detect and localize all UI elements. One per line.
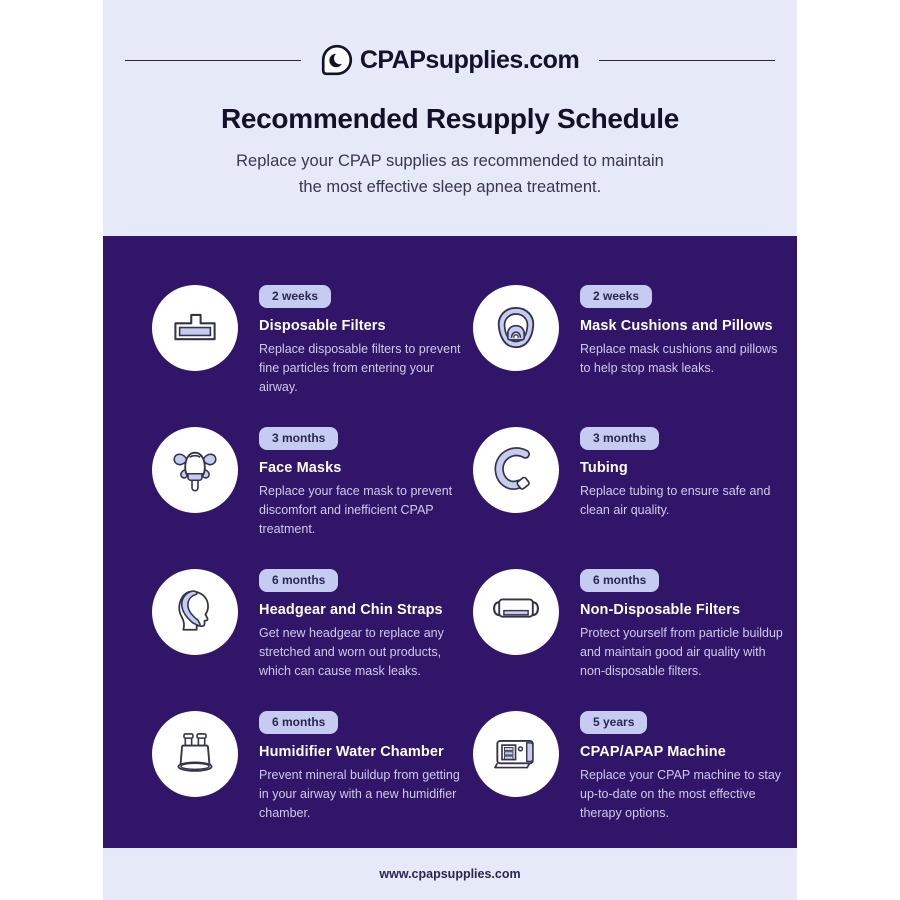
interval-badge: 2 weeks: [580, 285, 652, 308]
card-title: Humidifier Water Chamber: [259, 744, 444, 760]
interval-badge: 6 months: [259, 569, 338, 592]
interval-badge: 5 years: [580, 711, 647, 734]
page-title: Recommended Resupply Schedule: [220, 103, 680, 134]
card-title: Mask Cushions and Pillows: [580, 318, 773, 334]
supply-card: [473, 285, 797, 427]
resupply-schedule-grid: [103, 236, 797, 848]
cpapsupplies-logo: [321, 44, 579, 76]
card-description: Get new headgear to replace any stretched and worn out products, which can cause mask leaks.: [259, 626, 444, 678]
icon-circle: [152, 427, 238, 513]
interval-badge: 2 weeks: [259, 285, 331, 308]
card-description: Replace mask cushions and pillows to help stop mask leaks.: [580, 342, 778, 375]
humidifier-icon: [167, 726, 223, 782]
interval-badge: 3 months: [580, 427, 659, 450]
card-description: Replace your CPAP machine to stay up-to-date on the most effective therapy options.: [580, 768, 782, 820]
crescent-moon-bubble-icon: [321, 44, 353, 76]
icon-circle: [473, 285, 559, 371]
icon-circle: [152, 285, 238, 371]
card-title: Disposable Filters: [259, 318, 386, 334]
interval-badge: 6 months: [259, 711, 338, 734]
page-subtitle: [103, 148, 797, 201]
supply-card: [152, 427, 473, 569]
cpap-machine-icon: [488, 726, 544, 782]
tubing-icon: [488, 442, 544, 498]
supply-card: [152, 569, 473, 711]
card-text: [580, 285, 784, 378]
interval-badge: 3 months: [259, 427, 338, 450]
card-description: Replace your face mask to prevent discomfort and inefficient CPAP treatment.: [259, 484, 453, 536]
card-description: Protect yourself from particle buildup and maintain good air quality with non-disposable filters.: [580, 626, 783, 678]
supply-card: [473, 711, 797, 853]
header: [103, 0, 797, 236]
supply-card: [473, 427, 797, 569]
subtitle-line-1: Replace your CPAP supplies as recommended to maintain: [236, 152, 664, 170]
card-text: [580, 427, 784, 520]
infographic-page: [103, 0, 797, 900]
card-description: Replace tubing to ensure safe and clean air quality.: [580, 484, 771, 517]
icon-circle: [473, 711, 559, 797]
card-text: [259, 427, 463, 539]
logo-text: CPAPsupplies.com: [359, 45, 580, 74]
face-mask-icon: [167, 442, 223, 498]
card-text: [259, 711, 463, 823]
right-divider-line: [599, 60, 775, 61]
headgear-icon: [167, 584, 223, 640]
card-description: Prevent mineral buildup from getting in your airway with a new humidifier chamber.: [259, 768, 460, 820]
card-title: Headgear and Chin Straps: [259, 602, 443, 618]
card-text: [580, 569, 784, 681]
icon-circle: [152, 711, 238, 797]
icon-circle: [473, 427, 559, 513]
supply-card: [473, 569, 797, 711]
card-title: Non-Disposable Filters: [580, 602, 741, 618]
card-text: [259, 569, 463, 681]
card-title: CPAP/APAP Machine: [580, 744, 726, 760]
footer: [103, 848, 797, 900]
supply-card: [152, 711, 473, 853]
icon-circle: [152, 569, 238, 655]
non-disposable-filter-icon: [488, 584, 544, 640]
card-text: [580, 711, 784, 823]
card-description: Replace disposable filters to prevent fine particles from entering your airway.: [259, 342, 461, 394]
supply-card: [152, 285, 473, 427]
logo-row: [103, 44, 797, 76]
footer-url: www.cpapsupplies.com: [379, 867, 521, 881]
mask-cushion-icon: [488, 300, 544, 356]
subtitle-line-2: the most effective sleep apnea treatment.: [298, 178, 602, 197]
card-title: Face Masks: [259, 460, 342, 476]
icon-circle: [473, 569, 559, 655]
card-text: [259, 285, 463, 397]
card-title: Tubing: [580, 460, 628, 476]
left-divider-line: [125, 60, 301, 61]
disposable-filter-icon: [167, 300, 223, 356]
interval-badge: 6 months: [580, 569, 659, 592]
